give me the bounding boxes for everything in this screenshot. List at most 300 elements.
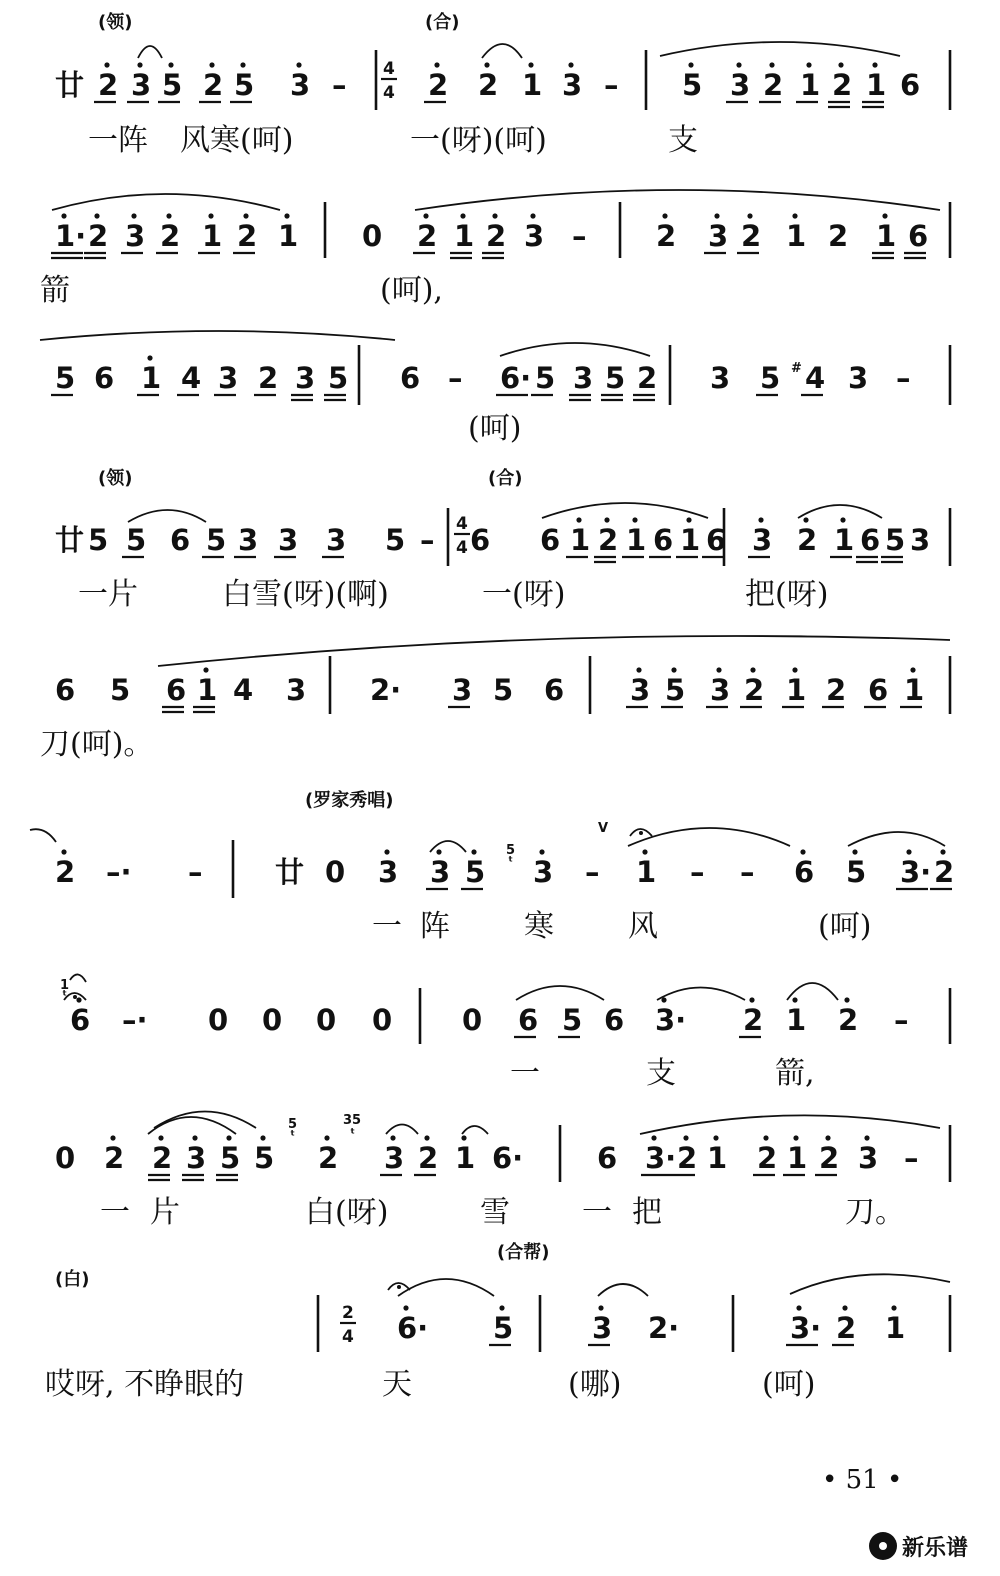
- lyric: 片: [150, 1195, 180, 1230]
- note: 1: [885, 1311, 906, 1345]
- note: 6·: [500, 361, 532, 395]
- note: 2: [203, 68, 224, 102]
- note: 1: [786, 673, 807, 707]
- score-row: [40, 213, 928, 308]
- lyric: 一: [510, 1056, 540, 1091]
- octave-dot: [763, 1135, 768, 1140]
- note: 2: [598, 523, 619, 557]
- note: 3: [708, 219, 729, 253]
- octave-dot: [825, 1135, 830, 1140]
- octave-dot: [61, 213, 66, 218]
- note: 3: [848, 361, 869, 395]
- score-row: [40, 667, 924, 762]
- note: 1: [522, 68, 543, 102]
- note: –: [188, 855, 203, 889]
- octave-dot: [403, 1305, 408, 1310]
- octave-dot: [110, 1135, 115, 1140]
- note: 5: [220, 1141, 241, 1175]
- lyric: (哪): [568, 1367, 622, 1402]
- score-row: [55, 11, 920, 158]
- note: 2: [152, 1141, 173, 1175]
- svg-text:4: 4: [342, 1327, 354, 1347]
- note: 3: [710, 361, 731, 395]
- note: 0: [208, 1003, 229, 1037]
- note: 3: [125, 219, 146, 253]
- lyric: 一阵: [88, 123, 148, 158]
- note: 2: [826, 673, 847, 707]
- note: 5: [465, 855, 486, 889]
- lyric: 箭,: [775, 1056, 815, 1091]
- part-label: (领): [98, 468, 133, 489]
- note: 3: [858, 1141, 879, 1175]
- octave-dot: [158, 1135, 163, 1140]
- note: 2: [237, 219, 258, 253]
- octave-dot: [872, 62, 877, 67]
- note: 2: [832, 68, 853, 102]
- note: 1: [707, 1141, 728, 1175]
- note: 5: [126, 523, 147, 557]
- octave-dot: [226, 1135, 231, 1140]
- note: 2: [743, 1003, 764, 1037]
- octave-dot: [864, 1135, 869, 1140]
- note: 2: [797, 523, 818, 557]
- note: 6: [653, 523, 674, 557]
- lyric: 哎呀, 不睁眼的: [45, 1367, 245, 1402]
- note: 3: [430, 855, 451, 889]
- note: 2: [656, 219, 677, 253]
- part-label: (领): [98, 12, 133, 33]
- note: 3: [630, 673, 651, 707]
- note: –: [420, 523, 435, 557]
- note: 廿: [275, 855, 305, 889]
- note: 1: [197, 673, 218, 707]
- octave-dot: [651, 1135, 656, 1140]
- note: 1·: [55, 219, 87, 253]
- note: –: [332, 68, 347, 102]
- note: 5: [885, 523, 906, 557]
- octave-dot: [168, 62, 173, 67]
- octave-dot: [423, 213, 428, 218]
- octave-dot: [471, 849, 476, 854]
- note: –·: [106, 855, 132, 889]
- note: 6: [860, 523, 881, 557]
- note: 3: [295, 361, 316, 395]
- note: 2: [819, 1141, 840, 1175]
- note: 6: [706, 523, 727, 557]
- note: 3·: [655, 1003, 687, 1037]
- note: 5: [162, 68, 183, 102]
- note: 3: [218, 361, 239, 395]
- note: 3: [533, 855, 554, 889]
- note: –: [896, 361, 911, 395]
- note: 1: [278, 219, 299, 253]
- lyric: 天: [382, 1367, 412, 1402]
- octave-dot: [492, 213, 497, 218]
- note: 5: [206, 523, 227, 557]
- note: 3·: [790, 1311, 822, 1345]
- octave-dot: [806, 62, 811, 67]
- note: 6·: [492, 1141, 524, 1175]
- octave-dot: [94, 213, 99, 218]
- music-rows: [40, 11, 954, 1402]
- sharp-sign: #: [791, 361, 802, 376]
- note: 廿: [55, 68, 85, 102]
- note: 3: [573, 361, 594, 395]
- octave-dot: [284, 213, 289, 218]
- octave-dot: [528, 62, 533, 67]
- octave-dot: [598, 1305, 603, 1310]
- note: 1: [866, 68, 887, 102]
- lyric: 雪: [480, 1195, 510, 1230]
- watermark-text: 新乐谱: [902, 1536, 969, 1561]
- part-label: (合): [488, 468, 523, 489]
- note: 1: [787, 1141, 808, 1175]
- octave-dot: [891, 1305, 896, 1310]
- note: 2: [318, 1141, 339, 1175]
- note: 5: [493, 673, 514, 707]
- score-row: [45, 1241, 905, 1402]
- lyric: 白雪(呀)(啊): [222, 577, 389, 612]
- score-row: [70, 997, 909, 1091]
- octave-dot: [713, 1135, 718, 1140]
- octave-dot: [208, 213, 213, 218]
- note: 6: [518, 1003, 539, 1037]
- lyric: 风: [628, 909, 658, 944]
- note: 1: [636, 855, 657, 889]
- note: 6: [470, 523, 491, 557]
- lyric: 一: [100, 1195, 130, 1230]
- note: 0: [316, 1003, 337, 1037]
- octave-dot: [390, 1135, 395, 1140]
- note: 3: [378, 855, 399, 889]
- note: 0: [372, 1003, 393, 1037]
- note: 1: [626, 523, 647, 557]
- octave-dot: [671, 667, 676, 672]
- note: 1: [141, 361, 162, 395]
- octave-dot: [240, 62, 245, 67]
- note: 1: [455, 1141, 476, 1175]
- octave-dot: [800, 849, 805, 854]
- note: 6: [544, 673, 565, 707]
- lyric: 一(呀): [482, 577, 566, 612]
- watermark-logo: [869, 1532, 968, 1561]
- octave-dot: [910, 667, 915, 672]
- note: 5: [88, 523, 109, 557]
- note: –·: [122, 1003, 148, 1037]
- note: 5: [665, 673, 686, 707]
- octave-dot: [793, 1135, 798, 1140]
- note: 2: [104, 1141, 125, 1175]
- svg-text:2: 2: [342, 1303, 354, 1323]
- note: 1: [876, 219, 897, 253]
- note: 5: [682, 68, 703, 102]
- octave-dot: [803, 517, 808, 522]
- octave-dot: [260, 1135, 265, 1140]
- note: 0: [262, 1003, 283, 1037]
- octave-dot: [137, 62, 142, 67]
- note: 5: [605, 361, 626, 395]
- note: –: [604, 68, 619, 102]
- octave-dot: [436, 849, 441, 854]
- octave-dot: [636, 667, 641, 672]
- octave-dot: [842, 1305, 847, 1310]
- octave-dot: [499, 1305, 504, 1310]
- note: 2: [258, 361, 279, 395]
- part-label: (合帮): [497, 1242, 550, 1263]
- note: 2: [88, 219, 109, 253]
- page-number: • 51 •: [822, 1465, 903, 1495]
- note: 5: [760, 361, 781, 395]
- octave-dot: [714, 213, 719, 218]
- octave-dot: [76, 997, 81, 1002]
- svg-text:4: 4: [456, 538, 468, 558]
- note: 6: [170, 523, 191, 557]
- note: 5: [110, 673, 131, 707]
- note: 1: [786, 1003, 807, 1037]
- svg-text:4: 4: [383, 83, 395, 103]
- note: 5: [562, 1003, 583, 1037]
- octave-dot: [882, 213, 887, 218]
- svg-text:5: 5: [506, 843, 516, 858]
- note: 2: [836, 1311, 857, 1345]
- octave-dot: [792, 213, 797, 218]
- octave-dot: [484, 62, 489, 67]
- octave-dot: [661, 997, 666, 1002]
- note: 1: [202, 219, 223, 253]
- note: 2: [55, 855, 76, 889]
- octave-dot: [209, 62, 214, 67]
- note: 4: [805, 361, 826, 395]
- octave-dot: [243, 213, 248, 218]
- note: 4: [233, 673, 254, 707]
- octave-dot: [840, 517, 845, 522]
- octave-dot: [568, 62, 573, 67]
- note: 2: [828, 219, 849, 253]
- note: 2: [417, 219, 438, 253]
- octave-dot: [796, 1305, 801, 1310]
- svg-text:1: 1: [60, 978, 70, 993]
- octave-dot: [424, 1135, 429, 1140]
- note: 3·: [900, 855, 932, 889]
- note: 3: [290, 68, 311, 102]
- note: 0: [55, 1141, 76, 1175]
- note: 6: [604, 1003, 625, 1037]
- note: 6: [597, 1141, 618, 1175]
- note: 2: [418, 1141, 439, 1175]
- octave-dot: [716, 667, 721, 672]
- note: 6: [794, 855, 815, 889]
- octave-dot: [461, 1135, 466, 1140]
- octave-dot: [769, 62, 774, 67]
- note: 5: [846, 855, 867, 889]
- octave-dot: [940, 849, 945, 854]
- octave-dot: [434, 62, 439, 67]
- note: 5: [385, 523, 406, 557]
- lyric: 寒: [524, 909, 554, 944]
- octave-dot: [324, 1135, 329, 1140]
- note: 1: [680, 523, 701, 557]
- note: 6: [94, 361, 115, 395]
- lyric: 白(呀): [305, 1195, 389, 1230]
- note: –: [740, 855, 755, 889]
- note: 6: [400, 361, 421, 395]
- note: 2: [428, 68, 449, 102]
- octave-dot: [203, 667, 208, 672]
- svg-text:4: 4: [456, 514, 468, 534]
- octave-dot: [61, 849, 66, 854]
- note: 3: [452, 673, 473, 707]
- note: –: [894, 1003, 909, 1037]
- note: 3: [910, 523, 931, 557]
- note: 2·: [648, 1311, 680, 1345]
- note: 1: [786, 219, 807, 253]
- svg-text:ᵗ: ᵗ: [508, 855, 514, 870]
- note: 3: [131, 68, 152, 102]
- score-row: [55, 467, 930, 612]
- lyric: 阵: [420, 909, 450, 944]
- note: 1: [834, 523, 855, 557]
- svg-text:ᵗ: ᵗ: [350, 1127, 356, 1142]
- note: 6: [900, 68, 921, 102]
- note: –: [585, 855, 600, 889]
- note: 2: [741, 219, 762, 253]
- lyric: (呵): [468, 411, 522, 446]
- svg-text:35: 35: [343, 1113, 362, 1128]
- note: 0: [362, 219, 383, 253]
- lyric: 把(呀): [745, 577, 829, 612]
- lyric: 刀(呵)。: [40, 727, 154, 762]
- note: 2: [486, 219, 507, 253]
- octave-dot: [683, 1135, 688, 1140]
- note: 2: [160, 219, 181, 253]
- octave-dot: [906, 849, 911, 854]
- note: 5: [493, 1311, 514, 1345]
- note: 5: [55, 361, 76, 395]
- lyric: 支: [646, 1056, 676, 1091]
- octave-dot: [750, 667, 755, 672]
- octave-dot: [852, 849, 857, 854]
- note: 1: [904, 673, 925, 707]
- note: –: [904, 1141, 919, 1175]
- octave-dot: [384, 849, 389, 854]
- octave-dot: [104, 62, 109, 67]
- note: 2: [757, 1141, 778, 1175]
- part-label: (罗家秀唱): [305, 790, 394, 811]
- lyric: 刀。: [845, 1195, 905, 1230]
- octave-dot: [192, 1135, 197, 1140]
- note: 3: [278, 523, 299, 557]
- octave-dot: [166, 213, 171, 218]
- octave-dot: [844, 997, 849, 1002]
- note: 2: [934, 855, 955, 889]
- note: 5: [535, 361, 556, 395]
- note: 0: [462, 1003, 483, 1037]
- octave-dot: [749, 997, 754, 1002]
- note: 6·: [397, 1311, 429, 1345]
- lyric: (呵): [818, 909, 872, 944]
- note: 3: [238, 523, 259, 557]
- score-row: [51, 355, 911, 446]
- octave-dot: [460, 213, 465, 218]
- lyric: 风寒(呵): [180, 123, 294, 158]
- note: 3: [326, 523, 347, 557]
- note: 6: [55, 673, 76, 707]
- note: 5: [234, 68, 255, 102]
- note: 5: [254, 1141, 275, 1175]
- note: 0: [325, 855, 346, 889]
- svg-text:ᵗ: ᵗ: [62, 989, 68, 1004]
- note: 3: [562, 68, 583, 102]
- octave-dot: [539, 849, 544, 854]
- octave-dot: [147, 355, 152, 360]
- note: 2·: [370, 673, 402, 707]
- part-label: (白): [55, 1269, 90, 1290]
- note: 5: [328, 361, 349, 395]
- svg-text:V: V: [598, 821, 609, 836]
- note: 2: [763, 68, 784, 102]
- note: –: [690, 855, 705, 889]
- lyric: 把: [632, 1195, 662, 1230]
- note: 2: [637, 361, 658, 395]
- octave-dot: [632, 517, 637, 522]
- note: 3: [286, 673, 307, 707]
- octave-dot: [838, 62, 843, 67]
- octave-dot: [736, 62, 741, 67]
- lyric: 一: [582, 1195, 612, 1230]
- note: 2: [744, 673, 765, 707]
- lyric: 箭: [40, 273, 70, 308]
- octave-dot: [792, 667, 797, 672]
- note: –: [448, 361, 463, 395]
- octave-dot: [642, 849, 647, 854]
- octave-dot: [792, 997, 797, 1002]
- note: 3·: [645, 1141, 677, 1175]
- score-row: [55, 1135, 919, 1230]
- lyric: 一(呀)(呵): [410, 123, 547, 158]
- note: 6: [70, 1003, 91, 1037]
- note: 廿: [55, 523, 85, 557]
- lyric: 支: [668, 123, 698, 158]
- note: 4: [181, 361, 202, 395]
- note: 2: [838, 1003, 859, 1037]
- octave-dot: [686, 517, 691, 522]
- note: 3: [592, 1311, 613, 1345]
- octave-dot: [576, 517, 581, 522]
- lyric: (呵): [762, 1367, 816, 1402]
- score-row: [55, 789, 954, 944]
- note: 1: [570, 523, 591, 557]
- svg-text:ᵗ: ᵗ: [290, 1129, 296, 1144]
- note: 3: [752, 523, 773, 557]
- note: 2: [677, 1141, 698, 1175]
- note: 3: [524, 219, 545, 253]
- note: 3: [730, 68, 751, 102]
- note: 2: [478, 68, 499, 102]
- note: 6: [166, 673, 187, 707]
- octave-dot: [758, 517, 763, 522]
- lyric: 一: [372, 909, 402, 944]
- note: 6: [908, 219, 929, 253]
- lyric: (呵),: [380, 273, 443, 308]
- octave-dot: [296, 62, 301, 67]
- part-label: (合): [425, 12, 460, 33]
- note: 3: [710, 673, 731, 707]
- note: –: [572, 219, 587, 253]
- octave-dot: [747, 213, 752, 218]
- octave-dot: [530, 213, 535, 218]
- note: 1: [800, 68, 821, 102]
- lyric: 一片: [78, 577, 138, 612]
